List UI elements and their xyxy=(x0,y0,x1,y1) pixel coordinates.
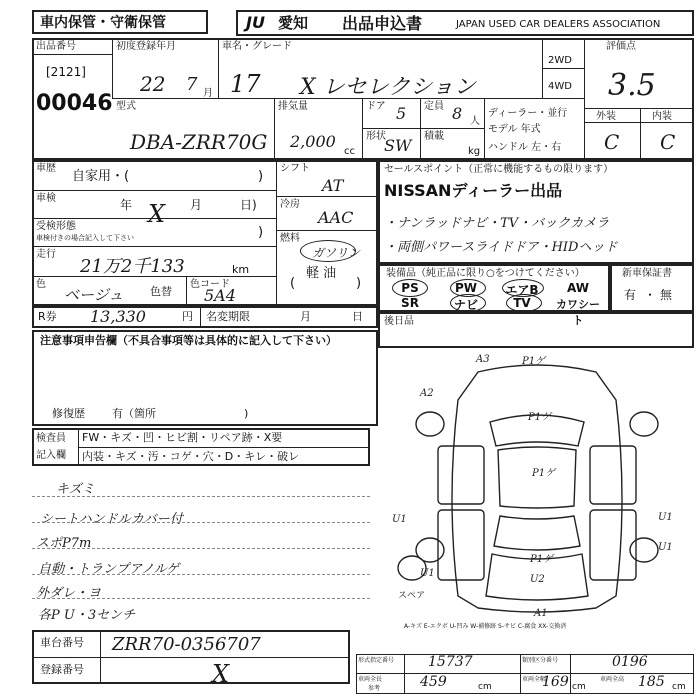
color-code-label: 色コード xyxy=(190,279,230,290)
model-year-label: モデル 年式 xyxy=(488,124,541,135)
equip-navi-circle xyxy=(450,294,486,312)
repair-value: 有（箇所 xyxy=(112,407,156,420)
equip-tv-circle xyxy=(506,294,542,312)
color-value: ベージュ xyxy=(64,286,124,304)
fuel-gasoline: ガソリン xyxy=(312,246,361,260)
tax-label: R券 xyxy=(38,310,57,323)
notes-label: 注意事項申告欄（不具合事項等は具体的に記入して下さい） xyxy=(40,334,337,347)
aircon-label: 冷房 xyxy=(280,199,300,210)
width-value: 169 xyxy=(542,674,569,690)
capacity-value: 8 xyxy=(452,104,463,123)
plate-cross-mark: X xyxy=(212,660,230,688)
lot-label: 出品番号 xyxy=(36,41,76,52)
inspection-month: 月 xyxy=(190,198,203,212)
spare-label: スペア xyxy=(398,591,426,601)
rating-label: 評価点 xyxy=(606,41,636,52)
dealer-label: ディーラー・並行 xyxy=(488,108,568,119)
mileage-unit: km xyxy=(232,263,250,276)
inspector-note: 外ダレ・ヨ xyxy=(36,586,102,601)
inspector-label: 検査員 xyxy=(36,433,66,444)
length-ref: 参考 xyxy=(368,685,381,692)
spec-no-value: 15737 xyxy=(428,654,473,670)
type-value: DBA-ZRR70G xyxy=(130,130,268,154)
damage-mark: U1 xyxy=(392,514,407,525)
damage-mark: U1 xyxy=(420,568,435,579)
height-unit: cm xyxy=(672,682,686,692)
rear-window xyxy=(494,516,580,550)
acceptance-label: 受検形態 xyxy=(36,221,76,232)
deadline-month: 月 xyxy=(300,310,311,323)
mileage-label: 走行 xyxy=(36,249,56,260)
selling-point-line-1: ・ナンラッドナビ・TV・バックカメラ xyxy=(384,216,610,231)
equip-sr: SR xyxy=(401,296,419,310)
deadline-label: 名変期限 xyxy=(206,310,250,323)
load-unit: kg xyxy=(468,146,481,157)
fuel-label: 燃料 xyxy=(280,233,300,244)
height-value: 185 xyxy=(638,674,665,690)
tax-unit: 円 xyxy=(182,310,193,323)
length-label: 車両全長 xyxy=(358,676,383,683)
form-title: 出品申込書 xyxy=(342,14,423,33)
inspection-cross-mark: X xyxy=(148,200,166,228)
model-year-value: 17 xyxy=(230,70,261,98)
history-close: ) xyxy=(258,169,264,184)
storage-stamp xyxy=(32,10,208,34)
interior-grade: C xyxy=(660,130,676,154)
history-value: 自家用・( xyxy=(72,169,130,184)
exterior-grade: C xyxy=(604,130,620,154)
lot-code: [2121] xyxy=(46,65,86,79)
drive-4wd: 4WD xyxy=(548,81,572,92)
chassis-label: 車台番号 xyxy=(40,636,84,649)
right-rear-door xyxy=(590,510,636,580)
damage-mark: A3 xyxy=(476,354,490,365)
equip-navi: ナビ xyxy=(453,298,478,312)
displacement-unit: cc xyxy=(344,146,355,157)
interior-label: 内装 xyxy=(652,111,672,122)
mileage-value: 21万2千133 xyxy=(80,256,185,277)
inspector-note: 自動・トランプアノルゲ xyxy=(38,562,180,577)
body-value: SW xyxy=(384,136,412,155)
plate-label: 登録番号 xyxy=(40,663,84,676)
ju-logo: JU xyxy=(246,13,265,32)
damage-mark: P1ゲ xyxy=(522,356,546,367)
inspector-note: スポP7m xyxy=(36,536,92,551)
storage-stamp-text: 車内保管・守衛保管 xyxy=(40,15,166,31)
doors-label: ドア xyxy=(366,101,386,112)
association-name: JAPAN USED CAR DEALERS ASSOCIATION xyxy=(456,19,661,30)
capacity-label: 定員 xyxy=(424,101,444,112)
class-no-value: 0196 xyxy=(612,654,648,670)
fuel-diesel: 軽 油 xyxy=(306,266,337,281)
acceptance-note: 車検付きの場合記入して下さい xyxy=(36,234,134,242)
registration-label: 初度登録年月 xyxy=(116,41,176,52)
grade-value: X レセレクション xyxy=(300,75,476,100)
acceptance-close: ) xyxy=(258,225,264,240)
damage-mark: U2 xyxy=(530,574,545,585)
left-front-door xyxy=(438,446,484,504)
fuel-paren-open: ( xyxy=(290,276,296,291)
damage-mark: U1 xyxy=(658,512,673,523)
inspector-exterior-row: FW・キズ・凹・ヒビ割・リペア跡・X要 xyxy=(82,431,283,444)
selling-points-label: セールスポイント（正常に機能するもの限ります） xyxy=(384,164,614,175)
equip-ps: PS xyxy=(401,281,419,295)
brand-name: 愛知 xyxy=(278,14,309,32)
front-right-wheel xyxy=(630,412,658,436)
tax-row xyxy=(32,306,378,328)
shift-value: AT xyxy=(322,176,344,195)
damage-mark: A1 xyxy=(534,608,548,619)
rear-block xyxy=(378,312,694,348)
damage-mark: U1 xyxy=(658,542,673,553)
damage-mark: P1ゲ xyxy=(532,468,556,479)
type-label: 型式 xyxy=(116,101,136,112)
damage-mark: A2 xyxy=(420,388,434,399)
left-rear-door xyxy=(438,510,484,580)
front-left-wheel xyxy=(416,412,444,436)
equip-aw: AW xyxy=(567,281,589,295)
color-change-label: 色替 xyxy=(150,285,172,298)
exterior-label: 外装 xyxy=(596,111,616,122)
width-unit: cm xyxy=(572,682,586,692)
fuel-gasoline-circle xyxy=(300,240,356,262)
inspector-note: 各P U・3センチ xyxy=(38,608,136,623)
color-label: 色 xyxy=(36,279,46,290)
equipment-label: 装備品（純正品に限り○をつけてください） xyxy=(386,268,585,279)
damage-mark: P1ゲ xyxy=(528,412,552,423)
tax-value: 13,330 xyxy=(90,307,146,326)
load-label: 積載 xyxy=(424,131,444,142)
equip-ps-circle xyxy=(392,279,428,297)
drive-2wd: 2WD xyxy=(548,55,572,66)
history-label: 車歴 xyxy=(36,163,56,174)
damage-mark: P1ゲ xyxy=(530,554,554,565)
displacement-value: 2,000 xyxy=(290,132,336,151)
form-title-box xyxy=(236,10,694,36)
inspector-interior-row: 内装・キズ・汚・コゲ・穴・D・キレ・破レ xyxy=(82,450,300,463)
warranty-label: 新車保証書 xyxy=(622,268,672,279)
equip-tv: TV xyxy=(513,296,531,310)
equip-leather-seat: カワシート xyxy=(556,298,600,327)
equip-pw: PW xyxy=(454,281,478,295)
aircon-value: AAC xyxy=(318,208,354,227)
registration-month: 7 xyxy=(186,74,198,95)
height-label: 車両全高 xyxy=(600,676,625,683)
inspector-note: キズミ xyxy=(56,482,95,497)
displacement-label: 排気量 xyxy=(278,101,308,112)
inspector-entry-label: 記入欄 xyxy=(36,450,66,461)
car-damage-diagram xyxy=(380,350,694,620)
warranty-yes: 有 xyxy=(624,288,637,302)
model-label: 車名・グレード xyxy=(222,41,292,52)
right-front-door xyxy=(590,446,636,504)
width-label: 車両全幅 xyxy=(522,676,547,683)
class-no-label: 類別区分番号 xyxy=(522,657,559,664)
color-code-value: 5A4 xyxy=(204,286,236,305)
inspection-year: 年 xyxy=(120,198,133,212)
selling-point-line-2: ・両側パワースライドドア・HIDヘッド xyxy=(384,240,618,255)
warranty-separator: ・ xyxy=(644,288,657,302)
dealer-stamp: NISSANディーラー出品 xyxy=(384,181,563,200)
warranty-no: 無 xyxy=(660,288,673,302)
capacity-unit: 人 xyxy=(470,116,480,127)
rear-right-wheel xyxy=(630,538,658,562)
length-unit: cm xyxy=(478,682,492,692)
equip-airbag: エアB xyxy=(505,283,539,297)
body-label: 形状 xyxy=(366,131,386,142)
rating-score: 3.5 xyxy=(608,68,656,103)
inspection-label: 車検 xyxy=(36,193,56,204)
repair-label: 修復歴 xyxy=(52,407,85,420)
doors-value: 5 xyxy=(396,104,407,123)
fuel-paren-close: ) xyxy=(356,276,362,291)
lot-number: 00046 xyxy=(36,91,113,116)
spec-no-label: 形式指定番号 xyxy=(358,657,395,664)
inspection-day: 日) xyxy=(240,198,257,212)
shift-label: シフト xyxy=(280,163,310,174)
handle-label: ハンドル 左・右 xyxy=(488,142,562,153)
repair-close: ) xyxy=(244,407,249,420)
length-value: 459 xyxy=(420,674,447,690)
deadline-day: 日 xyxy=(352,310,363,323)
registration-month-unit: 月 xyxy=(203,88,213,99)
rear-label: 後日品 xyxy=(384,316,414,327)
inspector-note: シートハンドルカバー付 xyxy=(40,512,183,527)
damage-legend: A-キズ E-エクボ U-凹み W-補修跡 S-サビ C-腐食 XX-交換済 xyxy=(404,623,567,630)
chassis-value: ZRR70-0356707 xyxy=(112,634,261,655)
registration-year: 22 xyxy=(140,72,166,96)
